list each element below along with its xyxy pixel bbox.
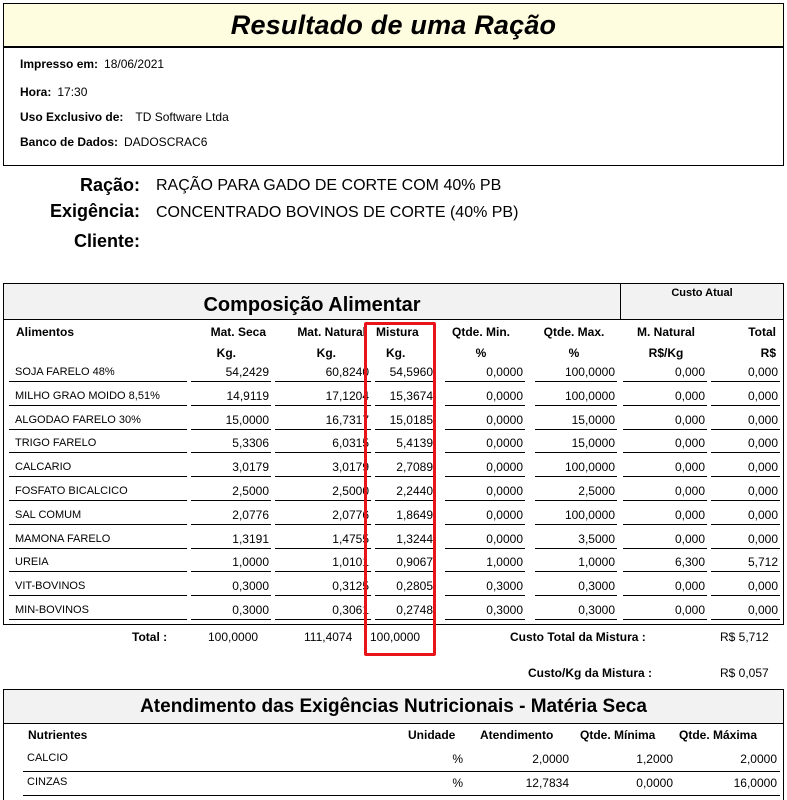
mistura-cell: 1,3244: [375, 529, 435, 549]
qtde-max-cell: 1,0000: [535, 552, 617, 572]
qtde-min-cell: 0,0000: [445, 410, 525, 430]
col-mistura: Mistura Kg.: [376, 325, 419, 360]
exigencia-label: Exigência:: [49, 201, 140, 221]
mat-natural-cell: 2,0776: [275, 505, 371, 525]
custo-kg-label: Custo/Kg da Mistura :: [528, 666, 653, 680]
custo-total-label: Custo Total da Mistura :: [510, 630, 646, 644]
custo-atual-label: Custo Atual: [620, 284, 783, 320]
hora-value: 17:30: [57, 85, 88, 99]
mat-seca-cell: 2,5000: [191, 481, 271, 501]
col-mat-natural: Mat. Natural Kg.: [297, 325, 366, 360]
qtde-min-cell: 0,0000: [445, 505, 525, 525]
report-title-box: [3, 3, 784, 47]
qtde-max-cell: 3,5000: [535, 529, 617, 549]
nutriente-cell: CALCIO: [27, 752, 68, 764]
minima-cell: 0,0000: [636, 776, 673, 790]
mat-seca-cell: 0,3000: [191, 600, 271, 620]
mistura-cell: 2,7089: [375, 457, 435, 477]
mistura-cell: 0,2748: [375, 600, 435, 620]
qtde-min-cell: 0,3000: [445, 576, 525, 596]
col-alimentos: Alimentos: [16, 325, 75, 339]
total-cell: 5,712: [711, 552, 780, 572]
uso-label: Uso Exclusivo de:: [20, 110, 124, 124]
qtde-min-cell: 0,3000: [445, 600, 525, 620]
total-cell: 0,000: [711, 457, 780, 477]
atendimento-cell: 2,0000: [532, 752, 569, 766]
mat-seca-cell: 54,2429: [191, 362, 271, 382]
alimento-cell: TRIGO FARELO: [9, 433, 187, 453]
impresso-value: 18/06/2021: [104, 57, 165, 71]
total-cell: 0,000: [711, 410, 780, 430]
uso-value: TD Software Ltda: [135, 110, 229, 124]
mat-natural-cell: 1,0101: [275, 552, 371, 572]
mistura-cell: 15,3674: [375, 386, 435, 406]
total-mat-seca: 100,0000: [208, 630, 259, 644]
total-cell: 0,000: [711, 433, 780, 453]
print-info-box: [3, 47, 784, 166]
total-cell: 0,000: [711, 362, 780, 382]
table-row: [23, 774, 780, 796]
mistura-cell: 0,9067: [375, 552, 435, 572]
col-total: Total R$: [748, 325, 776, 360]
custo-kg-value: R$ 0,057: [720, 666, 769, 680]
mat-seca-cell: 1,3191: [191, 529, 271, 549]
unidade-cell: %: [452, 776, 463, 790]
racao-value: RAÇÃO PARA GADO DE CORTE COM 40% PB: [156, 177, 502, 194]
mat-natural-cell: 6,0315: [275, 433, 371, 453]
qtde-max-cell: 100,0000: [535, 505, 617, 525]
mistura-cell: 2,2440: [375, 481, 435, 501]
total-cell: 0,000: [711, 529, 780, 549]
atendimento-cell: 12,7834: [525, 776, 569, 790]
mistura-cell: 15,0185: [375, 410, 435, 430]
mat-natural-cell: 16,7317: [275, 410, 371, 430]
mat-seca-cell: 0,3000: [191, 576, 271, 596]
m-natural-cell: 0,000: [623, 505, 707, 525]
qtde-max-cell: 100,0000: [535, 362, 617, 382]
exigencia-value: CONCENTRADO BOVINOS DE CORTE (40% PB): [156, 204, 519, 221]
mat-seca-cell: 15,0000: [191, 410, 271, 430]
cliente-label: Cliente:: [73, 231, 140, 251]
custo-total-value: R$ 5,712: [720, 630, 769, 644]
mat-natural-cell: 2,5000: [275, 481, 371, 501]
mat-seca-cell: 5,3306: [191, 433, 271, 453]
alimento-cell: ALGODAO FARELO 30%: [9, 410, 187, 430]
mat-natural-cell: 0,3125: [275, 576, 371, 596]
qtde-max-cell: 100,0000: [535, 386, 617, 406]
alimento-cell: UREIA: [9, 552, 187, 572]
table-row: [23, 750, 780, 772]
col-qtde-minima: Qtde. Mínima: [580, 728, 656, 742]
col-qtde-min: Qtde. Min. %: [452, 325, 510, 360]
report-title: Resultado de uma Ração: [230, 9, 557, 40]
mat-seca-cell: 1,0000: [191, 552, 271, 572]
maxima-cell: 2,0000: [740, 752, 777, 766]
qtde-max-cell: 15,0000: [535, 433, 617, 453]
minima-cell: 1,2000: [636, 752, 673, 766]
col-atendimento: Atendimento: [480, 728, 554, 742]
mat-natural-cell: 3,0179: [275, 457, 371, 477]
alimento-cell: MIN-BOVINOS: [9, 600, 187, 620]
racao-label: Ração:: [79, 175, 140, 195]
mistura-highlight: [364, 322, 436, 656]
total-mat-natural: 111,4074: [304, 630, 353, 644]
m-natural-cell: 0,000: [623, 362, 707, 382]
col-nutrientes: Nutrientes: [28, 728, 88, 742]
mat-natural-cell: 1,4755: [275, 529, 371, 549]
mat-natural-cell: 0,3061: [275, 600, 371, 620]
nutriente-cell: CINZAS: [27, 776, 68, 788]
m-natural-cell: 0,000: [623, 433, 707, 453]
col-m-natural: M. Natural R$/Kg: [636, 325, 695, 360]
mat-seca-cell: 14,9119: [191, 386, 271, 406]
mistura-cell: 54,5960: [375, 362, 435, 382]
m-natural-cell: 0,000: [623, 410, 707, 430]
banco-value: DADOSCRAC6: [124, 135, 208, 149]
mistura-cell: 0,2805: [375, 576, 435, 596]
racao-block: [0, 172, 787, 256]
qtde-max-cell: 100,0000: [535, 457, 617, 477]
m-natural-cell: 0,000: [623, 529, 707, 549]
m-natural-cell: 0,000: [623, 457, 707, 477]
m-natural-cell: 0,000: [623, 481, 707, 501]
m-natural-cell: 6,300: [623, 552, 707, 572]
impresso-label: Impresso em:: [20, 57, 99, 71]
atendimento-table: [3, 689, 784, 800]
total-cell: 0,000: [711, 386, 780, 406]
col-mat-seca: Mat. Seca Kg.: [210, 325, 266, 360]
col-qtde-max: Qtde. Max. %: [543, 325, 605, 360]
uso-row: [20, 110, 229, 124]
qtde-min-cell: 0,0000: [445, 457, 525, 477]
mistura-cell: 5,4139: [375, 433, 435, 453]
alimento-cell: SOJA FARELO 48%: [9, 362, 187, 382]
mat-natural-cell: 60,8240: [275, 362, 371, 382]
col-qtde-maxima: Qtde. Máxima: [679, 728, 758, 742]
composicao-title: Composição Alimentar: [203, 293, 421, 316]
unidade-cell: %: [452, 752, 463, 766]
qtde-max-cell: 2,5000: [535, 481, 617, 501]
mat-natural-cell: 17,1204: [275, 386, 371, 406]
qtde-min-cell: 0,0000: [445, 433, 525, 453]
col-unidade: Unidade: [408, 728, 456, 742]
total-cell: 0,000: [711, 481, 780, 501]
alimento-cell: VIT-BOVINOS: [9, 576, 187, 596]
alimento-cell: MAMONA FARELO: [9, 529, 187, 549]
alimento-cell: CALCARIO: [9, 457, 187, 477]
mat-seca-cell: 3,0179: [191, 457, 271, 477]
alimento-cell: FOSFATO BICALCICO: [9, 481, 187, 501]
composicao-header: [4, 284, 783, 320]
qtde-min-cell: 0,0000: [445, 481, 525, 501]
banco-row: [20, 135, 207, 149]
maxima-cell: 16,0000: [733, 776, 777, 790]
total-mistura: 100,0000: [370, 630, 421, 644]
impresso-row: [20, 57, 164, 71]
total-cell: 0,000: [711, 600, 780, 620]
qtde-max-cell: 0,3000: [535, 600, 617, 620]
qtde-min-cell: 0,0000: [445, 362, 525, 382]
qtde-max-cell: 0,3000: [535, 576, 617, 596]
total-cell: 0,000: [711, 505, 780, 525]
banco-label: Banco de Dados:: [20, 135, 119, 149]
alimento-cell: SAL COMUM: [9, 505, 187, 525]
mat-seca-cell: 2,0776: [191, 505, 271, 525]
alimento-cell: MILHO GRAO MOIDO 8,51%: [9, 386, 187, 406]
qtde-min-cell: 0,0000: [445, 529, 525, 549]
qtde-max-cell: 15,0000: [535, 410, 617, 430]
hora-label: Hora:: [20, 85, 52, 99]
total-cell: 0,000: [711, 576, 780, 596]
qtde-min-cell: 1,0000: [445, 552, 525, 572]
m-natural-cell: 0,000: [623, 386, 707, 406]
mistura-cell: 1,8649: [375, 505, 435, 525]
atendimento-title: Atendimento das Exigências Nutricionais - Matéria Seca: [4, 690, 783, 724]
m-natural-cell: 0,000: [623, 576, 707, 596]
m-natural-cell: 0,000: [623, 600, 707, 620]
qtde-min-cell: 0,0000: [445, 386, 525, 406]
total-label: Total :: [132, 630, 168, 644]
hora-row: [20, 85, 87, 99]
